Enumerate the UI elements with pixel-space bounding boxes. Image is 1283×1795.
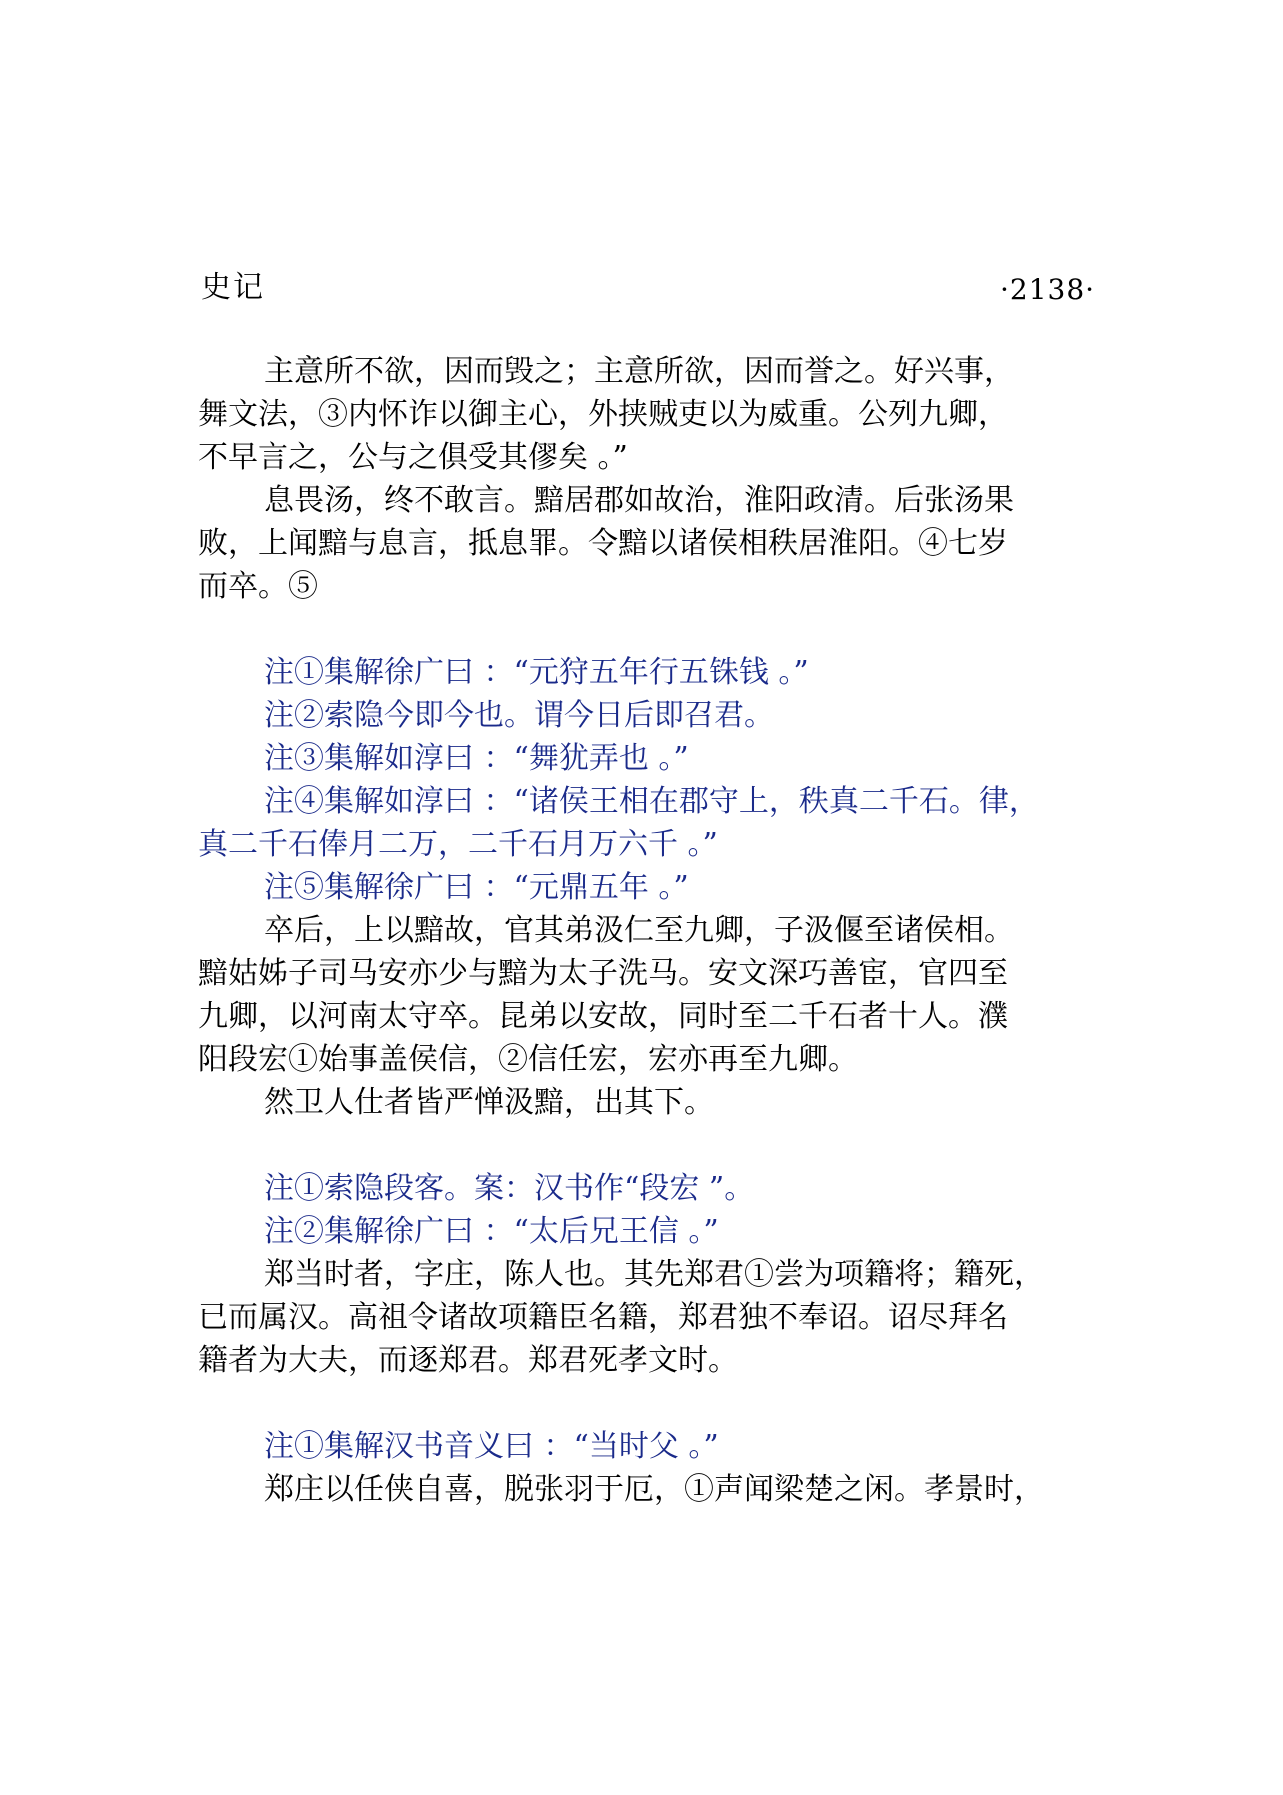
blank-line <box>198 1382 1098 1425</box>
annotation-line: 注①集解徐广曰 ：“元狩五年行五铢钱 。” <box>264 655 809 690</box>
text-body <box>198 350 1098 1511</box>
annotation-line: 注②集解徐广曰 ：“太后兄王信 。” <box>264 1214 719 1249</box>
text-line: 然卫人仕者皆严惮汲黯，出其下。 <box>264 1085 714 1120</box>
annotation-line: 注③集解如淳曰 ：“舞犹弄也 。” <box>264 741 689 776</box>
text-line: 黯姑姊子司马安亦少与黯为太子洗马。安文深巧善宦，官四至 <box>198 956 1008 991</box>
running-header-title: 史记 <box>201 270 265 305</box>
text-line: 郑庄以任侠自喜，脱张羽于厄，①声闻梁楚之闲。孝景时， <box>264 1472 1044 1507</box>
annotation-line: 注④集解如淳曰 ：“诸侯王相在郡守上，秩真二千石。律， <box>264 784 1039 819</box>
text-line: 不早言之，公与之俱受其僇矣 。” <box>198 440 628 475</box>
text-line: 而卒。⑤ <box>198 569 318 604</box>
annotation-line: 注①索隐段客。案：汉书作“段宏 ”。 <box>264 1171 755 1206</box>
page-number: ·2138· <box>1000 273 1096 306</box>
text-line: 郑当时者，字庄，陈人也。其先郑君①尝为项籍将；籍死， <box>264 1257 1044 1292</box>
text-line: 舞文法，③内怀诈以御主心，外挟贼吏以为威重。公列九卿， <box>198 397 1008 432</box>
annotation-line: 注⑤集解徐广曰 ：“元鼎五年 。” <box>264 870 689 905</box>
text-line: 阳段宏①始事盖侯信，②信任宏，宏亦再至九卿。 <box>198 1042 858 1077</box>
text-line: 息畏汤，终不敢言。黯居郡如故治，淮阳政清。后张汤果 <box>264 483 1014 518</box>
text-line: 主意所不欲，因而毁之；主意所欲，因而誉之。好兴事， <box>264 354 1014 389</box>
blank-line <box>198 608 1098 651</box>
text-line: 籍者为大夫，而逐郑君。郑君死孝文时。 <box>198 1343 738 1378</box>
text-line: 九卿，以河南太守卒。昆弟以安故，同时至二千石者十人。濮 <box>198 999 1008 1034</box>
annotation-line: 真二千石俸月二万，二千石月万六千 。” <box>198 827 718 862</box>
blank-line <box>198 1124 1098 1167</box>
annotation-line: 注②索隐今即今也。谓今日后即召君。 <box>264 698 774 733</box>
text-line: 已而属汉。高祖令诸故项籍臣名籍，郑君独不奉诏。诏尽拜名 <box>198 1300 1008 1335</box>
text-line: 卒后，上以黯故，官其弟汲仁至九卿，子汲偃至诸侯相。 <box>264 913 1014 948</box>
annotation-line: 注①集解汉书音义曰 ：“当时父 。” <box>264 1429 719 1464</box>
text-line: 败，上闻黯与息言，抵息罪。令黯以诸侯相秩居淮阳。④七岁 <box>198 526 1008 561</box>
